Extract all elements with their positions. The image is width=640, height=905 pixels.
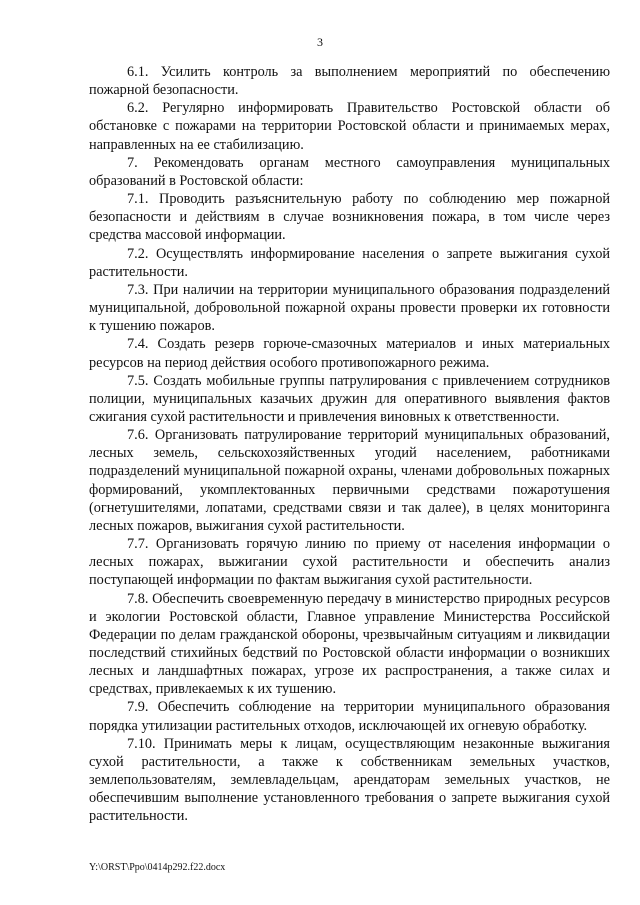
document-body — [89, 63, 610, 826]
paragraph-7-7: 7.7. Организовать горячую линию по приему от населения информации о лесных пожарах, выжигании сухой растительности и обеспечить анализ поступающей информации по фактам выжигания сухой растительности. — [89, 536, 610, 589]
paragraph-7-4: 7.4. Создать резерв горюче-смазочных материалов и иных материальных ресурсов на период действия особого противопожарного режима. — [89, 336, 610, 371]
footer-file-path: Y:\ORST\Ppo\0414p292.f22.docx — [89, 862, 226, 873]
paragraph-7-6: 7.6. Организовать патрулирование территорий муниципальных образований, лесных земель, сельскохозяйственных угодий населением, работниками подразделений муниципальной пожарной охраны, членами добровольных пожарных формирований, укомплектованных первичными средствами пожаротушения (огнетушителями, лопатами, средствами связи и так далее), в целях мониторинга лесных пожаров, выжигания сухой растительности. — [89, 427, 610, 534]
page-number: 3 — [317, 35, 323, 49]
paragraph-6-2: 6.2. Регулярно информировать Правительство Ростовской области об обстановке с пожарами на территории Ростовской области и принимаемых мерах, направленных на ее стабилизацию. — [89, 100, 610, 153]
paragraph-7-1: 7.1. Проводить разъяснительную работу по соблюдению мер пожарной безопасности и действиям в случае возникновения пожара, в том числе через средства массовой информации. — [89, 191, 610, 244]
paragraph-7-5: 7.5. Создать мобильные группы патрулирования с привлечением сотрудников полиции, муниципальных казачьих дружин для оперативного выявления фактов сжигания сухой растительности и привлечения виновных к ответственности. — [89, 372, 610, 425]
paragraph-6-1: 6.1. Усилить контроль за выполнением мероприятий по обеспечению пожарной безопасности. — [89, 64, 610, 99]
paragraph-7-10: 7.10. Принимать меры к лицам, осуществляющим незаконные выжигания сухой растительности, а также к собственникам земельных участков, землепользователям, землевладельцам, арендаторам земельных участков, не обеспечившим выполнение установленного требования о запрете выжигания сухой растительности. — [89, 735, 610, 825]
paragraph-7: 7. Рекомендовать органам местного самоуправления муниципальных образований в Ростовской области: — [89, 154, 610, 189]
paragraph-7-9: 7.9. Обеспечить соблюдение на территории муниципального образования порядка утилизации растительных отходов, исключающей их огневую обработку. — [89, 699, 610, 734]
paragraph-7-8: 7.8. Обеспечить своевременную передачу в министерство природных ресурсов и экологии Ростовской области, Главное управление Министерства Российской Федерации по делам гражданской обороны, чрезвычайным ситуациям и ликвидации последствий стихийных бедствий по Ростовской области информации о возникших лесных и ландшафтных пожарах, угрозе их распространения, а также силах и средствах, привлекаемых к их тушению. — [89, 590, 610, 698]
paragraph-7-3: 7.3. При наличии на территории муниципального образования подразделений муниципальной, добровольной пожарной охраны провести проверки их готовности к тушению пожаров. — [89, 281, 610, 335]
paragraph-7-2: 7.2. Осуществлять информирование населения о запрете выжигания сухой растительности. — [89, 245, 610, 280]
